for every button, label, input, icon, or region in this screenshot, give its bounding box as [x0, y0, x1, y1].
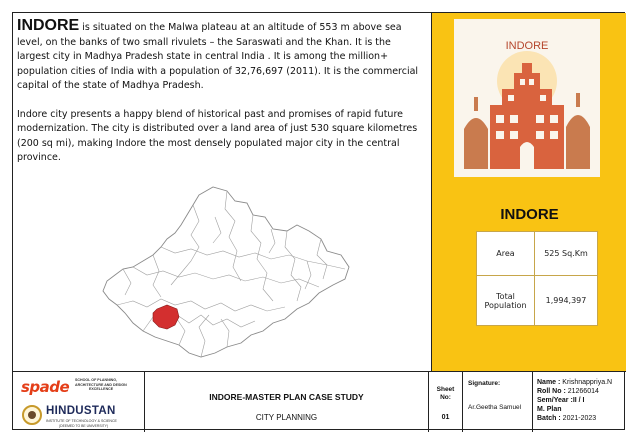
- university-seal-icon: [22, 405, 42, 425]
- intro-para1-text: is situated on the Malwa plateau at an altitude of 553 m above sea level, on the banks of two small rivulets – the Saraswati and the Khan. It is the largest city in Madhya Pradesh state in central India . It is among the million+ population cities of India with a population of 32,76,697 (2011). It is the commercial capital of the state of Madhya Pradesh.: [17, 22, 419, 91]
- sidebar-title: INDORE: [500, 206, 559, 223]
- state-outline: [103, 187, 349, 357]
- sheet-label: [429, 386, 462, 402]
- spade-logo: spade: [21, 378, 70, 396]
- sem-label: Sem/Year :: [537, 397, 573, 404]
- project-title: INDORE-MASTER PLAN CASE STUDY: [209, 392, 364, 402]
- program-name: M. Plan: [537, 406, 562, 413]
- intro-paragraph-2: Indore city presents a happy blend of historical past and promises of rapid future modernization. The city is distributed over a land area of just 530 square kilometres (200 sq mi), making Indore the most densely populated major city in the central province.: [17, 108, 418, 163]
- student-info-cell: [533, 372, 626, 432]
- program-row: [537, 405, 562, 414]
- student-name: Krishnappriya.N: [560, 379, 613, 386]
- left-column: [13, 13, 430, 371]
- spade-sub-line: ARCHITECTURE AND DESIGN: [75, 382, 127, 387]
- hindustan-logo-subtitle: INSTITUTE OF TECHNOLOGY & SCIENCE: [46, 419, 117, 423]
- roll-row: [537, 387, 599, 396]
- spade-sub-line: EXCELLENCE: [89, 387, 114, 392]
- signature-cell: [463, 372, 533, 432]
- sheet-label-line: Sheet: [436, 386, 455, 393]
- name-row: [537, 378, 612, 387]
- lead-word: INDORE: [17, 17, 80, 34]
- facts-table: [476, 231, 598, 326]
- madhya-pradesh-map: [95, 181, 357, 367]
- spade-logo-subtitle: [75, 378, 127, 392]
- subject-name: CITY PLANNING: [255, 413, 318, 422]
- batch-label: Batch :: [537, 415, 561, 422]
- batch-row: [537, 414, 596, 423]
- info-sidebar: [431, 13, 626, 371]
- indore-illustration: [454, 19, 600, 177]
- logo-cell: [13, 372, 145, 432]
- fact-label: Area: [477, 232, 535, 276]
- district-map-svg: [95, 181, 357, 367]
- spade-sub-line: SCHOOL OF PLANNING,: [75, 378, 118, 382]
- roll-number: 21266014: [565, 388, 599, 395]
- sem-value: II / I: [572, 397, 585, 404]
- fact-label: Total Population: [477, 276, 535, 326]
- fact-value: 1,994,397: [535, 276, 598, 326]
- sem-row: [537, 396, 584, 405]
- signature-label: Signature:: [468, 380, 501, 387]
- sheet-label-line: No:: [440, 394, 451, 401]
- roll-label: Roll No :: [537, 388, 566, 395]
- main-area: [13, 13, 626, 371]
- signatory-name: Ar.Geetha Samuel: [468, 404, 522, 411]
- sheet-number-cell: [429, 372, 463, 432]
- left-temple-icon: [464, 97, 488, 169]
- intro-paragraph-1: [17, 19, 425, 94]
- illustration-caption: INDORE: [505, 40, 549, 52]
- table-row: [477, 232, 598, 276]
- right-temple-icon: [566, 93, 590, 169]
- table-row: [477, 276, 598, 326]
- title-block: [13, 371, 626, 431]
- name-label: Name :: [537, 379, 561, 386]
- sheet-number: 01: [441, 414, 450, 421]
- intro-text: [17, 19, 425, 166]
- hindustan-logo: HINDUSTAN: [46, 405, 116, 417]
- sheet-frame: [12, 12, 625, 430]
- fact-value: 525 Sq.Km: [535, 232, 598, 276]
- palace-illustration-svg: [454, 19, 600, 177]
- hindustan-logo-subtitle-2: (DEEMED TO BE UNIVERSITY): [59, 424, 109, 428]
- project-cell: [145, 372, 429, 432]
- batch-years: 2021-2023: [560, 415, 597, 422]
